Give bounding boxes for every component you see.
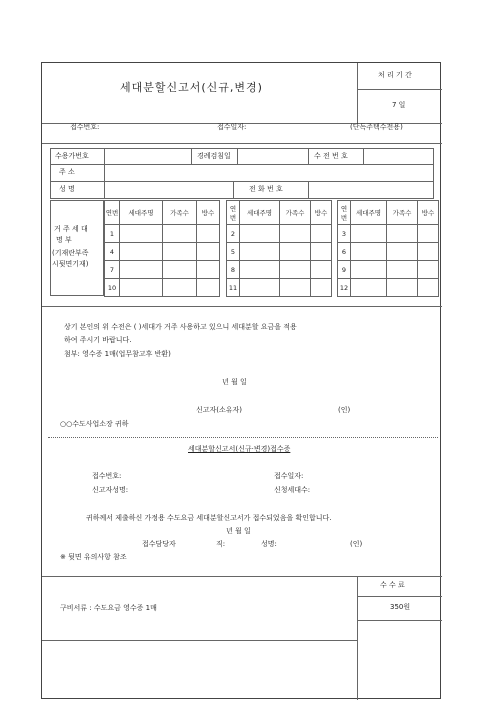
family-input[interactable] bbox=[387, 225, 418, 243]
form-sheet bbox=[41, 62, 441, 699]
seq-cell: 12 bbox=[338, 279, 351, 297]
fee-value: 350원 bbox=[390, 603, 411, 611]
attachment-note: 첨부: 영수증 1매(업무참고후 반환) bbox=[64, 350, 171, 358]
slip-receipt-number: 접수번호: bbox=[92, 472, 122, 480]
request-line-1: 상기 본인의 위 수전은 ( )세대가 거주 사용하고 있으니 세대분할 요금을 적용 bbox=[64, 323, 297, 331]
seq-header: 연번 bbox=[338, 201, 351, 225]
slip-confirmation: 귀하께서 제출하신 가정용 수도요금 세대분할신고서가 접수되었음을 확인합니다. bbox=[86, 514, 332, 522]
fee-bottom bbox=[357, 620, 442, 621]
meter-check-field[interactable] bbox=[237, 148, 309, 165]
seq-cell: 2 bbox=[227, 225, 240, 243]
rooms-input[interactable] bbox=[311, 279, 332, 297]
customer-no-field[interactable] bbox=[104, 148, 192, 165]
header-divider bbox=[357, 63, 358, 123]
footer-top-line bbox=[42, 576, 442, 577]
rooms-input[interactable] bbox=[311, 261, 332, 279]
receipt-note: (단독주택수전용) bbox=[350, 123, 403, 131]
head-input[interactable] bbox=[351, 279, 387, 297]
receipt-line-bottom bbox=[42, 143, 442, 144]
rooms-input[interactable] bbox=[418, 279, 439, 297]
rooms-input[interactable] bbox=[197, 243, 220, 261]
rooms-input[interactable] bbox=[418, 243, 439, 261]
seq-cell: 1 bbox=[105, 225, 120, 243]
head-input[interactable] bbox=[120, 243, 163, 261]
slip-staff: 접수담당자 bbox=[142, 540, 176, 548]
rooms-header: 방수 bbox=[418, 201, 439, 225]
fee-label: 수 수 료 bbox=[380, 581, 405, 589]
phone-field[interactable] bbox=[308, 181, 434, 199]
request-date: 년 월 일 bbox=[222, 378, 247, 386]
docs-bottom bbox=[42, 640, 357, 641]
head-header: 세대주명 bbox=[240, 201, 280, 225]
rooms-input[interactable] bbox=[418, 225, 439, 243]
name-field[interactable] bbox=[104, 181, 234, 199]
household-table-1 bbox=[104, 200, 220, 297]
family-input[interactable] bbox=[280, 261, 311, 279]
household-table-3 bbox=[337, 200, 439, 297]
family-input[interactable] bbox=[163, 279, 197, 297]
household-side-cell bbox=[50, 200, 104, 296]
head-input[interactable] bbox=[351, 243, 387, 261]
seq-header: 연번 bbox=[105, 201, 120, 225]
processing-label: 처 리 기 간 bbox=[378, 71, 412, 79]
meter-no-field[interactable] bbox=[363, 148, 434, 165]
head-header: 세대주명 bbox=[351, 201, 387, 225]
household-table-2 bbox=[226, 200, 332, 297]
rooms-header: 방수 bbox=[197, 201, 220, 225]
request-line-2: 하여 주시기 바랍니다. bbox=[64, 336, 132, 344]
family-input[interactable] bbox=[280, 279, 311, 297]
slip-staff-name: 성명: bbox=[261, 540, 277, 548]
head-input[interactable] bbox=[120, 225, 163, 243]
head-input[interactable] bbox=[351, 225, 387, 243]
seq-header: 연번 bbox=[227, 201, 240, 225]
processing-divider bbox=[357, 89, 442, 90]
seq-cell: 6 bbox=[338, 243, 351, 261]
family-input[interactable] bbox=[280, 243, 311, 261]
processing-value: 7 일 bbox=[392, 101, 406, 109]
seq-cell: 10 bbox=[105, 279, 120, 297]
seq-cell: 3 bbox=[338, 225, 351, 243]
household-label-2: 명 부 bbox=[56, 236, 72, 244]
household-label-4: 시뒷면기재) bbox=[52, 260, 89, 268]
seq-cell: 7 bbox=[105, 261, 120, 279]
slip-receipt-date: 접수일자: bbox=[274, 472, 304, 480]
receipt-number-label: 접수번호: bbox=[70, 123, 100, 131]
head-header: 세대주명 bbox=[120, 201, 163, 225]
reporter-label: 신고자(소유자) bbox=[196, 406, 243, 414]
phone-label: 전 화 번 호 bbox=[249, 185, 283, 193]
rooms-header: 방수 bbox=[311, 201, 332, 225]
household-label-1: 거 주 세 대 bbox=[54, 225, 88, 233]
address-field[interactable] bbox=[104, 164, 434, 182]
seq-cell: 9 bbox=[338, 261, 351, 279]
family-input[interactable] bbox=[387, 279, 418, 297]
slip-seal: (인) bbox=[350, 540, 363, 548]
slip-apply-count: 신청세대수: bbox=[274, 486, 311, 494]
seq-cell: 11 bbox=[227, 279, 240, 297]
fee-divider bbox=[357, 596, 442, 597]
head-input[interactable] bbox=[351, 261, 387, 279]
rooms-input[interactable] bbox=[197, 225, 220, 243]
slip-title: 세대분할신고서(신규·변경)접수증 bbox=[188, 445, 291, 453]
address-label: 주 소 bbox=[59, 168, 75, 176]
required-documents: 구비서류 : 수도요금 영수증 1매 bbox=[60, 604, 157, 612]
cut-line bbox=[48, 437, 438, 438]
seq-cell: 8 bbox=[227, 261, 240, 279]
family-input[interactable] bbox=[387, 261, 418, 279]
receipt-date-label: 접수일자: bbox=[217, 123, 247, 131]
head-input[interactable] bbox=[240, 279, 280, 297]
slip-reporter-name: 신고자성명: bbox=[92, 486, 129, 494]
family-input[interactable] bbox=[280, 225, 311, 243]
meter-no-label: 수 전 번 호 bbox=[314, 152, 348, 160]
recipient: ○○수도사업소장 귀하 bbox=[60, 420, 129, 428]
rooms-input[interactable] bbox=[311, 243, 332, 261]
name-label: 성 명 bbox=[59, 185, 75, 193]
family-header: 가족수 bbox=[280, 201, 311, 225]
rooms-input[interactable] bbox=[197, 261, 220, 279]
rooms-input[interactable] bbox=[311, 225, 332, 243]
family-input[interactable] bbox=[163, 243, 197, 261]
head-input[interactable] bbox=[240, 243, 280, 261]
reporter-seal: (인) bbox=[338, 406, 351, 414]
slip-date: 년 월 일 bbox=[226, 527, 251, 535]
meter-check-label: 경례검침일 bbox=[197, 152, 231, 160]
slip-position: 직: bbox=[216, 540, 226, 548]
family-input[interactable] bbox=[387, 243, 418, 261]
family-input[interactable] bbox=[163, 225, 197, 243]
footer-divider bbox=[357, 576, 358, 700]
rooms-input[interactable] bbox=[418, 261, 439, 279]
back-note: ※ 뒷면 유의사항 참조 bbox=[60, 553, 127, 561]
head-input[interactable] bbox=[120, 261, 163, 279]
form-title: 세대분할신고서(신규,변경) bbox=[120, 81, 263, 94]
family-input[interactable] bbox=[163, 261, 197, 279]
seq-cell: 5 bbox=[227, 243, 240, 261]
head-input[interactable] bbox=[120, 279, 163, 297]
head-input[interactable] bbox=[240, 261, 280, 279]
rooms-input[interactable] bbox=[197, 279, 220, 297]
family-header: 가족수 bbox=[163, 201, 197, 225]
seq-cell: 4 bbox=[105, 243, 120, 261]
household-label-3: (기재란부족 bbox=[52, 249, 89, 257]
customer-no-label: 수용가번호 bbox=[55, 152, 89, 160]
head-input[interactable] bbox=[240, 225, 280, 243]
family-header: 가족수 bbox=[387, 201, 418, 225]
household-section-bottom bbox=[42, 306, 442, 307]
